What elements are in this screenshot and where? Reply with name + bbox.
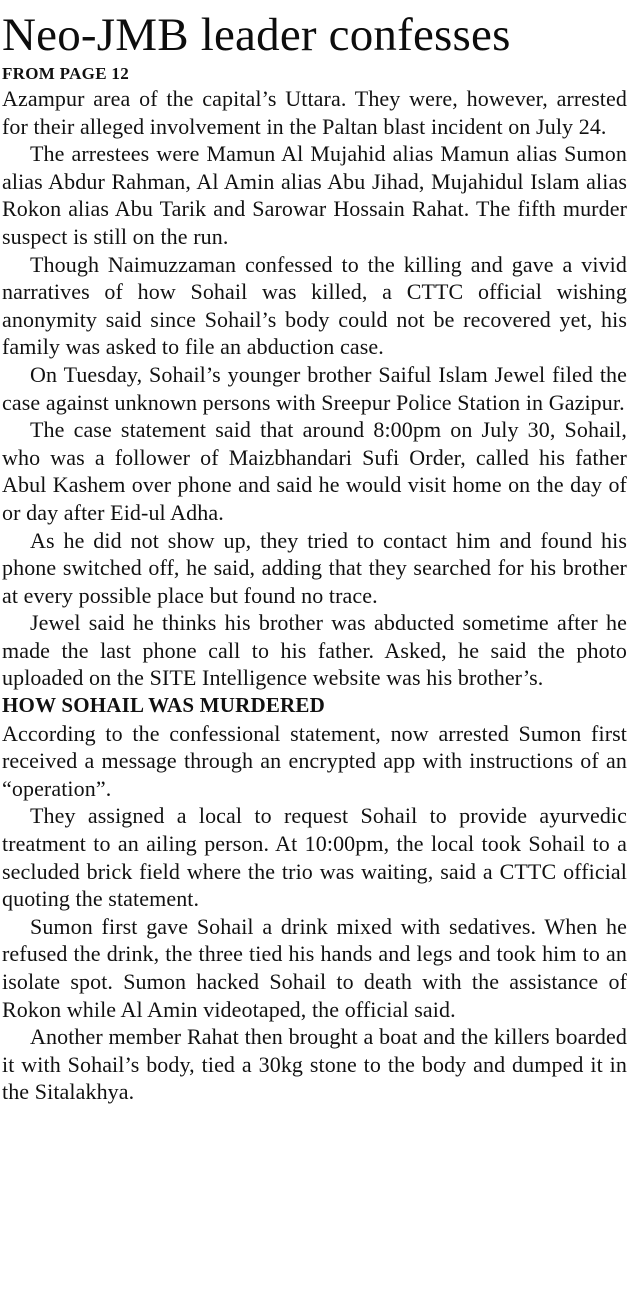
subheading: HOW SOHAIL WAS MURDERED — [2, 693, 325, 718]
paragraph: On Tuesday, Sohail’s younger brother Saiful Islam Jewel filed the case against unknown persons with Sreepur Police Station in Gazipur. — [2, 361, 627, 415]
paragraph: They assigned a local to request Sohail to provide ayurvedic treatment to an ailing person. At 10:00pm, the local took Sohail to a secluded brick field where the trio was waiting, said a CTTC official quoting the statement. — [2, 803, 627, 912]
paragraph: According to the confessional statement, now arrested Sumon first received a message through an encrypted app with instructions of an “operation”. — [2, 720, 627, 801]
paragraph: The case statement said that around 8:00pm on July 30, Sohail, who was a follower of Maizbhandari Sufi Order, called his father Abul Kashem over phone and said he would visit home on the day of or day after Eid-ul Adha. — [2, 417, 627, 525]
paragraph: The arrestees were Mamun Al Mujahid alias Mamun alias Sumon alias Abdur Rahman, Al Amin alias Abu Jihad, Mujahidul Islam alias Rokon alias Abu Tarik and Sarowar Hossain Rahat. The fifth murder suspect is still on the run. — [2, 141, 627, 249]
paragraph: Jewel said he thinks his brother was abducted sometime after he made the last phone call to his father. Asked, he said the photo uploaded on the SITE Intelligence website was his brother’s. — [2, 610, 627, 691]
paragraph: Sumon first gave Sohail a drink mixed with sedatives. When he refused the drink, the three tied his hands and legs and took him to an isolate spot. Sumon hacked Sohail to death with the assistance of Rokon while Al Amin videotaped, the official said. — [2, 913, 627, 1022]
headline: Neo-JMB leader confesses — [2, 9, 511, 61]
continuation-line: FROM PAGE 12 — [2, 64, 129, 83]
paragraph: As he did not show up, they tried to contact him and found his phone switched off, he said, adding that they searched for his brother at every possible place but found no trace. — [2, 527, 627, 608]
article-body — [2, 85, 627, 1106]
paragraph: Azampur area of the capital’s Uttara. They were, however, arrested for their alleged involvement in the Paltan blast incident on July 24. — [2, 86, 627, 139]
paragraph: Another member Rahat then brought a boat and the killers boarded it with Sohail’s body, tied a 30kg stone to the body and dumped it in the Sitalakhya. — [2, 1024, 627, 1105]
paragraph: Though Naimuzzaman confessed to the killing and gave a vivid narratives of how Sohail was killed, a CTTC official wishing anonymity said since Sohail’s body could not be recovered yet, his family was asked to file an abduction case. — [2, 251, 627, 360]
